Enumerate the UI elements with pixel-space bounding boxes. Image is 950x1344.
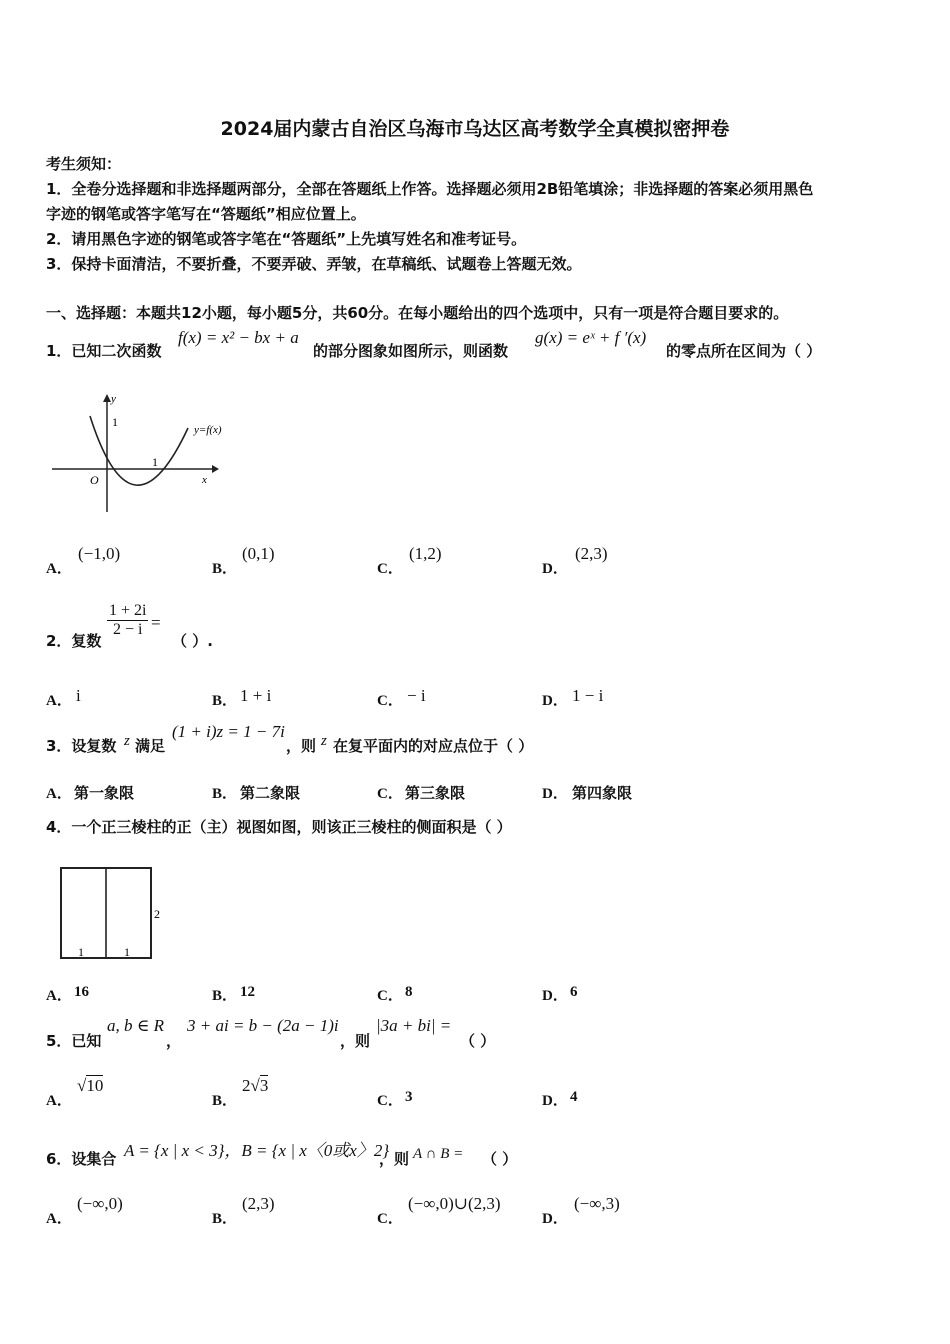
q3-option-b-value: 第二象限 <box>240 784 301 802</box>
q4-option-a-label: A． <box>46 988 72 1004</box>
q2-option-a-value: i <box>76 686 81 705</box>
y-arrow <box>103 394 111 402</box>
q5-option-c-label: C． <box>377 1093 403 1109</box>
q6-option-c-value: (−∞,0)∪(2,3) <box>408 1194 501 1213</box>
q1-option-a-label: A． <box>46 561 72 577</box>
q1-option-b-label: B． <box>212 561 238 577</box>
q3-option-a-value: 第一象限 <box>74 784 135 802</box>
q3-option-d-label: D． <box>542 786 568 802</box>
q6-suffix: （ ） <box>482 1150 518 1168</box>
q6-option-d-label: D． <box>542 1211 568 1227</box>
q2-fraction <box>107 602 148 639</box>
q3-z2: z <box>321 733 327 749</box>
q6-prefix: 6．设集合 <box>46 1150 117 1168</box>
q2-numerator: 1 + 2i <box>109 602 147 619</box>
q6-option-a-value: (−∞,0) <box>77 1194 123 1213</box>
q3-option-c-label: C． <box>377 786 403 802</box>
q6-then: ，则 <box>379 1150 410 1168</box>
q5-suffix: （ ） <box>460 1032 496 1050</box>
y-tick-1: 1 <box>112 415 118 429</box>
q4-option-c-value: 8 <box>405 984 413 1000</box>
origin-label: O <box>90 473 99 487</box>
q3-suffix: 在复平面内的对应点位于（ ） <box>333 737 534 755</box>
q3-option-b-label: B． <box>212 786 238 802</box>
q1-option-d-value: (2,3) <box>575 544 608 563</box>
q4-option-b-value: 12 <box>240 984 255 1000</box>
q6-expression: A ∩ B = <box>413 1146 464 1162</box>
notice-line-1b: 字迹的钢笔或答字笔写在“答题纸”相应位置上。 <box>46 205 366 223</box>
q2-prefix: 2．复数 <box>46 632 102 650</box>
q3-equation: (1 + i)z = 1 − 7i <box>172 722 285 741</box>
q1-f-expr: f(x) = x² − bx + a <box>178 328 299 347</box>
q4-option-b-label: B． <box>212 988 238 1004</box>
coefficient: 2 <box>242 1076 251 1095</box>
q5-option-a-value <box>77 1076 103 1096</box>
q6-sets: A = {x | x < 3}，B = {x | x〈0或x〉2} <box>124 1141 390 1160</box>
q3-z: z <box>124 733 130 749</box>
q1-option-c-label: C． <box>377 561 403 577</box>
q5-option-d-label: D． <box>542 1093 568 1109</box>
q1-graph <box>46 388 246 518</box>
q3-option-a-label: A． <box>46 786 72 802</box>
q2-option-a-label: A． <box>46 693 72 709</box>
q5-expression: |3a + bi| = <box>376 1016 452 1035</box>
q2-option-c-label: C． <box>377 693 403 709</box>
q6-option-d-value: (−∞,3) <box>574 1194 620 1213</box>
notice-line-3: 3．保持卡面清洁，不要折叠，不要弄破、弄皱，在草稿纸、试题卷上答题无效。 <box>46 255 582 273</box>
q2-option-d-label: D． <box>542 693 568 709</box>
q2-option-b-value: 1 + i <box>240 686 272 705</box>
q5-option-c-value: 3 <box>405 1089 413 1105</box>
q1-option-d-label: D． <box>542 561 568 577</box>
y-label: y <box>111 393 116 405</box>
q6-option-c-label: C． <box>377 1211 403 1227</box>
notice-line-1: 1．全卷分选择题和非选择题两部分，全部在答题纸上作答。选择题必须用2B铅笔填涂；非选择题的答案必须用黑色 <box>46 180 814 198</box>
q3-prefix: 3．设复数 <box>46 737 117 755</box>
x-arrow <box>212 465 219 473</box>
q3-mid2: ，则 <box>286 737 317 755</box>
q5-comma: ， <box>166 1032 182 1050</box>
q5-option-d-value: 4 <box>570 1089 578 1105</box>
q4-option-c-label: C． <box>377 988 403 1004</box>
notice-line-2: 2．请用黑色字迹的钢笔或答字笔在“答题纸”上先填写姓名和准考证号。 <box>46 230 527 248</box>
q5-condition: a, b ∈ R <box>107 1016 164 1035</box>
q2-option-c-value: − i <box>407 686 426 705</box>
q5-then: ，则 <box>340 1032 371 1050</box>
curve-label: y=f(x) <box>194 424 222 436</box>
q2-option-d-value: 1 − i <box>572 686 604 705</box>
base-left-label: 1 <box>78 945 84 959</box>
notice-heading: 考生须知： <box>46 155 122 173</box>
q1-mid: 的部分图象如图所示，则函数 <box>313 342 509 360</box>
q4-option-a-value: 16 <box>74 984 89 1000</box>
q2-equals: = <box>151 613 161 632</box>
sqrt-radicand: 3 <box>259 1076 269 1095</box>
x-label: x <box>202 474 207 486</box>
q1-prefix: 1．已知二次函数 <box>46 342 162 360</box>
q1-option-c-value: (1,2) <box>409 544 442 563</box>
sqrt-radicand: 10 <box>86 1076 104 1095</box>
q4-option-d-value: 6 <box>570 984 578 1000</box>
q1-option-b-value: (0,1) <box>242 544 275 563</box>
q1-g-expr: g(x) = eˣ + f ′(x) <box>535 328 647 347</box>
height-label: 2 <box>154 907 160 921</box>
page-title: 2024届内蒙古自治区乌海市乌达区高考数学全真模拟密押卷 <box>220 118 730 140</box>
q5-equation: 3 + ai = b − (2a − 1)i <box>187 1016 339 1035</box>
q6-option-a-label: A． <box>46 1211 72 1227</box>
q6-option-b-label: B． <box>212 1211 238 1227</box>
q5-prefix: 5．已知 <box>46 1032 102 1050</box>
q4-question: 4．一个正三棱柱的正（主）视图如图，则该正三棱柱的侧面积是（ ） <box>46 818 512 836</box>
base-right-label: 1 <box>124 945 130 959</box>
q3-mid: 满足 <box>135 737 166 755</box>
q2-denominator: 2 − i <box>113 621 143 638</box>
q2-option-b-label: B． <box>212 693 238 709</box>
q5-option-b-value <box>242 1076 268 1096</box>
section-heading: 一、选择题：本题共12小题，每小题5分，共60分。在每小题给出的四个选项中，只有一项是符合题目要求的。 <box>46 304 789 322</box>
parabola-curve <box>90 416 188 485</box>
q6-option-b-value: (2,3) <box>242 1194 275 1213</box>
q4-option-d-label: D． <box>542 988 568 1004</box>
q1-suffix: 的零点所在区间为（ ） <box>666 342 822 360</box>
sqrt-sign: √ <box>77 1076 87 1095</box>
q5-option-b-label: B． <box>212 1093 238 1109</box>
x-tick-1: 1 <box>152 455 158 469</box>
q3-option-c-value: 第三象限 <box>405 784 466 802</box>
q4-front-view-figure <box>56 862 176 966</box>
sqrt-sign: √ <box>250 1076 260 1095</box>
q3-option-d-value: 第四象限 <box>572 784 633 802</box>
q5-option-a-label: A． <box>46 1093 72 1109</box>
q1-option-a-value: (−1,0) <box>78 544 121 563</box>
q2-suffix: （ ）. <box>172 632 213 650</box>
